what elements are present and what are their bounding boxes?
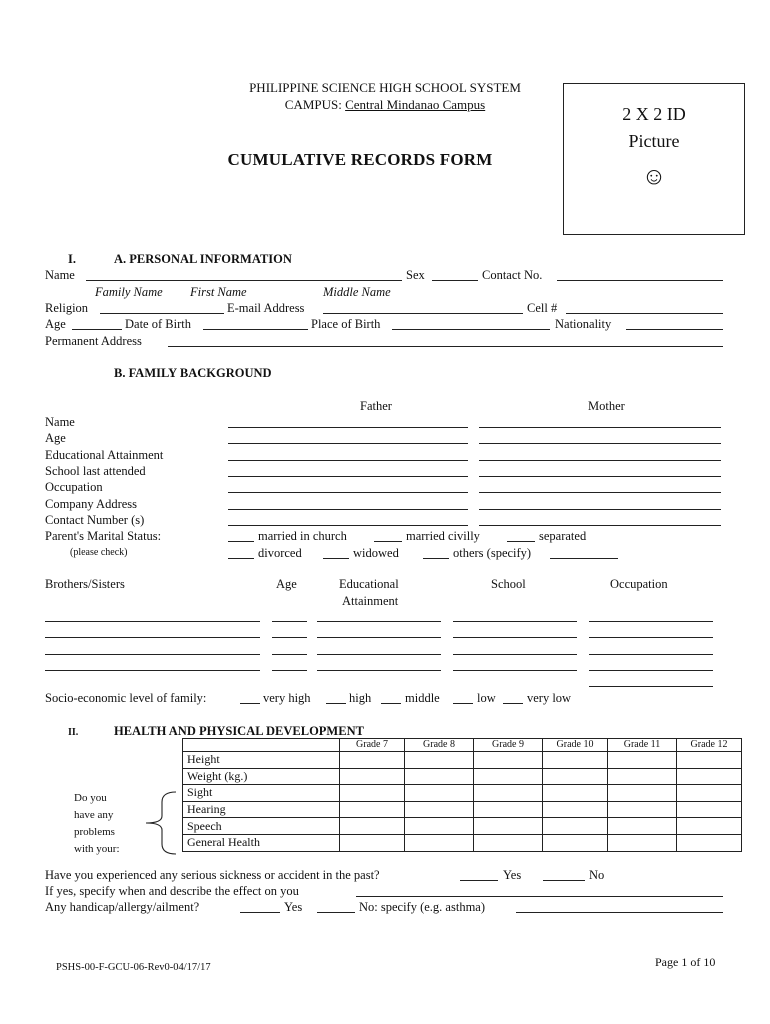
form-title: CUMULATIVE RECORDS FORM (227, 150, 493, 169)
health-cell[interactable] (677, 801, 742, 818)
health-table (182, 738, 742, 852)
sibling-age-field[interactable] (272, 670, 307, 671)
sibling-name-field[interactable] (45, 670, 260, 671)
health-cell[interactable] (543, 834, 608, 851)
health-cell[interactable] (608, 818, 677, 835)
health-cell[interactable] (543, 818, 608, 835)
very-high-check[interactable] (240, 703, 260, 704)
campus-line (150, 97, 620, 113)
q2-text: If yes, specify when and describe the effect on you (45, 884, 299, 898)
health-table-body (183, 739, 742, 852)
others-label: others (specify) (453, 546, 532, 560)
sibling-age-header: Age (276, 577, 297, 591)
health-item-label: Weight (kg.) (183, 768, 340, 785)
health-heading: HEALTH AND PHYSICAL DEVELOPMENT (114, 724, 364, 738)
family-row-label: School last attended (45, 463, 146, 478)
q1-no-label: No (589, 868, 605, 882)
sibling-age-field[interactable] (272, 654, 307, 655)
health-cell[interactable] (608, 834, 677, 851)
sibling-name-field[interactable] (45, 654, 260, 655)
sibling-edu-header-1: Educational (339, 577, 399, 591)
q3-specify-field[interactable] (516, 912, 723, 913)
middle-label: middle (405, 691, 440, 705)
father-field[interactable] (228, 492, 468, 493)
mother-field[interactable] (479, 460, 721, 461)
sex-field[interactable] (432, 280, 478, 281)
religion-label: Religion (45, 301, 89, 315)
address-label: Permanent Address (45, 334, 142, 348)
health-cell[interactable] (474, 768, 543, 785)
health-cell[interactable] (340, 834, 405, 851)
sex-label: Sex (406, 268, 425, 282)
very-low-label: very low (527, 691, 572, 705)
table-row (183, 752, 742, 769)
father-field[interactable] (228, 443, 468, 444)
divorced-label: divorced (258, 546, 302, 560)
health-cell[interactable] (474, 752, 543, 769)
health-cell[interactable] (405, 768, 474, 785)
sibling-edu-field[interactable] (317, 637, 441, 638)
grade-column-header: Grade 12 (677, 739, 742, 752)
health-cell[interactable] (543, 752, 608, 769)
father-field[interactable] (228, 476, 468, 477)
system-name: PHILIPPINE SCIENCE HIGH SCHOOL SYSTEM (249, 80, 521, 95)
email-field[interactable] (323, 313, 523, 314)
mother-field[interactable] (479, 427, 721, 428)
address-field[interactable] (168, 346, 723, 347)
middle-check[interactable] (381, 703, 401, 704)
grade-column-header: Grade 10 (543, 739, 608, 752)
health-cell[interactable] (405, 834, 474, 851)
high-check[interactable] (326, 703, 346, 704)
health-cell[interactable] (677, 752, 742, 769)
sibling-school-field[interactable] (453, 621, 577, 622)
age-field[interactable] (72, 329, 122, 330)
health-cell[interactable] (474, 785, 543, 802)
health-cell[interactable] (474, 801, 543, 818)
health-cell[interactable] (543, 801, 608, 818)
socio-label: Socio-economic level of family: (45, 691, 207, 705)
health-cell[interactable] (608, 768, 677, 785)
pob-label: Place of Birth (311, 317, 381, 331)
very-high-label: very high (263, 691, 311, 705)
health-item-label: Hearing (183, 801, 340, 818)
marital-status-label: Parent's Marital Status: (45, 529, 162, 543)
form-code: PSHS-00-F-GCU-06-Rev0-04/17/17 (56, 962, 211, 973)
grade-column-header: Grade 7 (340, 739, 405, 752)
health-header-row (183, 739, 742, 752)
q1-yes-check[interactable] (460, 880, 498, 881)
separated-check[interactable] (507, 541, 535, 542)
health-cell[interactable] (677, 834, 742, 851)
married-church-check[interactable] (228, 541, 254, 542)
health-cell[interactable] (405, 785, 474, 802)
smiley-icon: ☺ (641, 164, 667, 190)
q3-no-specify-label: No: specify (e.g. asthma) (359, 900, 486, 914)
divorced-check[interactable] (228, 558, 254, 559)
sibling-age-field[interactable] (272, 621, 307, 622)
table-row (183, 768, 742, 785)
others-check[interactable] (423, 558, 449, 559)
q3-text: Any handicap/allergy/ailment? (45, 900, 200, 914)
sibling-edu-field[interactable] (317, 621, 441, 622)
section-2-numeral: II. (68, 727, 79, 738)
mother-field[interactable] (479, 509, 721, 510)
q1-yes-label: Yes (503, 868, 522, 882)
name-field[interactable] (86, 280, 402, 281)
health-cell[interactable] (405, 818, 474, 835)
grade-column-header: Grade 8 (405, 739, 474, 752)
sibling-edu-field[interactable] (317, 654, 441, 655)
table-row (183, 801, 742, 818)
sibling-school-field[interactable] (453, 654, 577, 655)
sibling-edu-header-2: Attainment (342, 594, 399, 608)
contact-label: Contact No. (482, 268, 543, 282)
grade-column-header: Grade 11 (608, 739, 677, 752)
pob-field[interactable] (392, 329, 550, 330)
sibling-edu-field[interactable] (317, 670, 441, 671)
table-row (183, 785, 742, 802)
very-low-check[interactable] (503, 703, 523, 704)
campus-label: CAMPUS: (284, 97, 342, 112)
side-note-3: problems (74, 826, 115, 838)
q3-yes-label: Yes (284, 900, 303, 914)
sibling-school-header: School (491, 577, 526, 591)
health-cell[interactable] (677, 768, 742, 785)
health-cell[interactable] (608, 801, 677, 818)
dob-label: Date of Birth (125, 317, 191, 331)
health-cell[interactable] (405, 752, 474, 769)
father-field[interactable] (228, 460, 468, 461)
health-cell[interactable] (677, 818, 742, 835)
side-note-2: have any (74, 809, 114, 821)
family-name-caption: Family Name (95, 285, 163, 299)
side-note-1: Do you (74, 792, 107, 804)
cell-field[interactable] (566, 313, 723, 314)
health-item-label: Sight (183, 785, 340, 802)
health-cell[interactable] (405, 801, 474, 818)
nationality-label: Nationality (555, 317, 612, 331)
family-row-label: Age (45, 431, 66, 446)
father-field[interactable] (228, 525, 468, 526)
cell-label: Cell # (527, 301, 558, 315)
health-cell[interactable] (340, 818, 405, 835)
q1-text: Have you experienced any serious sickness or accident in the past? (45, 868, 380, 882)
sibling-occupation-field[interactable] (589, 621, 713, 622)
sibling-age-field[interactable] (272, 637, 307, 638)
married-civilly-check[interactable] (374, 541, 402, 542)
q3-yes-check[interactable] (240, 912, 280, 913)
family-row-label: Educational Attainment (45, 447, 164, 462)
middle-name-caption: Middle Name (323, 285, 391, 299)
campus-value: Central Mindanao Campus (345, 97, 486, 112)
health-cell[interactable] (677, 785, 742, 802)
please-check-note: (please check) (70, 547, 128, 558)
low-check[interactable] (453, 703, 473, 704)
sibling-occupation-field[interactable] (589, 637, 713, 638)
family-row-label: Name (45, 415, 75, 429)
father-field[interactable] (228, 427, 468, 428)
sibling-occupation-field[interactable] (589, 654, 713, 655)
others-specify-field[interactable] (550, 558, 618, 559)
widowed-check[interactable] (323, 558, 349, 559)
brace-icon (140, 790, 180, 856)
health-cell[interactable] (340, 801, 405, 818)
mother-field[interactable] (479, 443, 721, 444)
health-item-label: General Health (183, 834, 340, 851)
name-label: Name (45, 268, 75, 282)
siblings-column-header: Brothers/Sisters (45, 577, 125, 591)
married-church-label: married in church (258, 529, 347, 543)
health-cell[interactable] (543, 785, 608, 802)
sibling-school-field[interactable] (453, 670, 577, 671)
health-item-label: Height (183, 752, 340, 769)
sibling-occupation-field[interactable] (589, 670, 713, 671)
id-box-label: Picture (628, 131, 680, 151)
health-cell[interactable] (474, 834, 543, 851)
page-number: Page 1 of 10 (655, 955, 716, 969)
father-field[interactable] (228, 509, 468, 510)
widowed-label: widowed (353, 546, 399, 560)
side-note-4: with your: (74, 843, 120, 855)
health-cell[interactable] (608, 752, 677, 769)
family-row-label: Occupation (45, 480, 103, 495)
contact-field[interactable] (557, 280, 723, 281)
high-label: high (349, 691, 372, 705)
table-row (183, 834, 742, 851)
age-label: Age (45, 317, 66, 331)
mother-column-header: Mother (588, 399, 625, 413)
family-row-label: Company Address (45, 496, 138, 511)
sibling-school-field[interactable] (453, 637, 577, 638)
father-column-header: Father (360, 399, 392, 413)
personal-info-heading: A. PERSONAL INFORMATION (114, 252, 292, 266)
q2-field[interactable] (356, 896, 723, 897)
nationality-field[interactable] (626, 329, 723, 330)
family-row-label: Contact Number (s) (45, 512, 145, 527)
dob-field[interactable] (203, 329, 308, 330)
health-cell[interactable] (608, 785, 677, 802)
family-background-heading: B. FAMILY BACKGROUND (114, 366, 272, 380)
sibling-name-field[interactable] (45, 637, 260, 638)
sibling-name-field[interactable] (45, 621, 260, 622)
religion-field[interactable] (100, 313, 224, 314)
health-cell[interactable] (543, 768, 608, 785)
sibling-occupation-header: Occupation (610, 577, 668, 591)
separated-label: separated (539, 529, 587, 543)
mother-field[interactable] (479, 525, 721, 526)
low-label: low (477, 691, 496, 705)
q3-no-check[interactable] (317, 912, 355, 913)
health-corner-cell (183, 739, 340, 752)
id-box-size: 2 X 2 ID (622, 104, 686, 124)
health-cell[interactable] (340, 752, 405, 769)
health-cell[interactable] (340, 768, 405, 785)
first-name-caption: First Name (190, 285, 247, 299)
mother-field[interactable] (479, 476, 721, 477)
section-1-numeral: I. (68, 252, 76, 266)
q1-no-check[interactable] (543, 880, 585, 881)
health-cell[interactable] (340, 785, 405, 802)
table-row (183, 818, 742, 835)
health-item-label: Speech (183, 818, 340, 835)
married-civilly-label: married civilly (406, 529, 480, 543)
health-cell[interactable] (474, 818, 543, 835)
email-label: E-mail Address (227, 301, 305, 315)
id-picture-box[interactable] (563, 83, 745, 235)
grade-column-header: Grade 9 (474, 739, 543, 752)
mother-field[interactable] (479, 492, 721, 493)
sibling-occupation-field[interactable] (589, 686, 713, 687)
